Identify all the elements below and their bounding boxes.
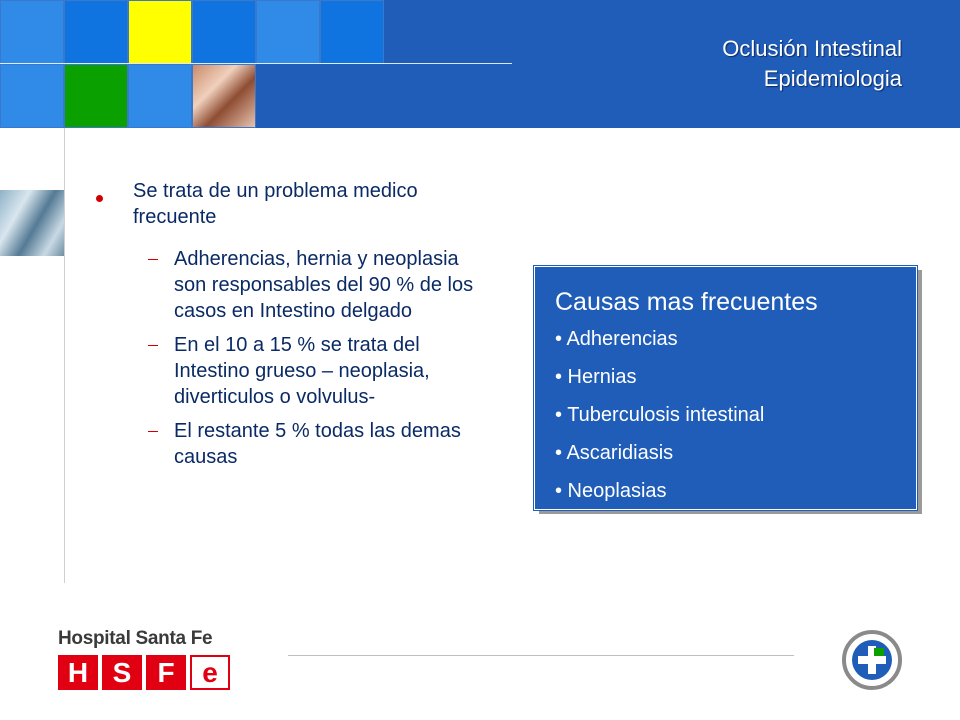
hospital-logo: [58, 628, 248, 692]
header-banner: [0, 0, 960, 128]
dash-icon: [148, 431, 158, 432]
bullet-dot-icon: [96, 195, 103, 202]
certification-seal-icon: [838, 626, 902, 696]
footer-divider: [288, 655, 794, 656]
dash-icon: [148, 259, 158, 260]
causes-callout-box: [534, 266, 917, 510]
header-photo-tile: [192, 64, 256, 128]
callout-item: • Ascaridiasis: [555, 442, 674, 464]
sub-bullet-text: En el 10 a 15 % se trata del Intestino grueso – neoplasia, diverticulos o volvulus-: [174, 334, 430, 408]
sub-bullet-text: Adherencias, hernia y neoplasia son responsables del 90 % de los casos en Intestino delgado: [174, 248, 474, 322]
header-tile: [0, 0, 64, 64]
sub-bullet: [96, 418, 496, 470]
logo-letter: H: [58, 655, 98, 690]
header-divider: [0, 63, 512, 64]
logo-letter: F: [146, 655, 186, 690]
main-bullet-text: Se trata de un problema medico frecuente: [133, 180, 418, 228]
side-photo: [0, 190, 64, 256]
bullet-content: [96, 178, 496, 478]
callout-item: • Tuberculosis intestinal: [555, 404, 765, 426]
logo-letter: e: [190, 655, 230, 690]
sub-bullet: [96, 332, 496, 410]
callout-item: • Adherencias: [555, 328, 678, 350]
hospital-name: Hospital Santa Fe: [58, 628, 213, 649]
header-tile-yellow: [128, 0, 192, 64]
header-tile: [256, 0, 320, 64]
sub-bullet-text: El restante 5 % todas las demas causas: [174, 420, 461, 468]
logo-letter: S: [102, 655, 142, 690]
header-tile: [192, 0, 256, 64]
header-tile-green: [64, 64, 128, 128]
title-line-2: Epidemiologia: [763, 66, 902, 91]
logo-letters: [58, 655, 234, 690]
callout-title: Causas mas frecuentes: [555, 288, 818, 316]
sub-bullet: [96, 246, 496, 324]
title-line-1: Oclusión Intestinal: [722, 36, 902, 61]
vertical-divider: [64, 128, 65, 583]
callout-item: • Hernias: [555, 366, 637, 388]
main-bullet: [96, 178, 496, 230]
dash-icon: [148, 345, 158, 346]
slide-title: [722, 34, 902, 94]
header-tile: [128, 64, 192, 128]
callout-item: • Neoplasias: [555, 480, 667, 502]
header-tile: [0, 64, 64, 128]
header-tile: [64, 0, 128, 64]
header-tile: [320, 0, 384, 64]
